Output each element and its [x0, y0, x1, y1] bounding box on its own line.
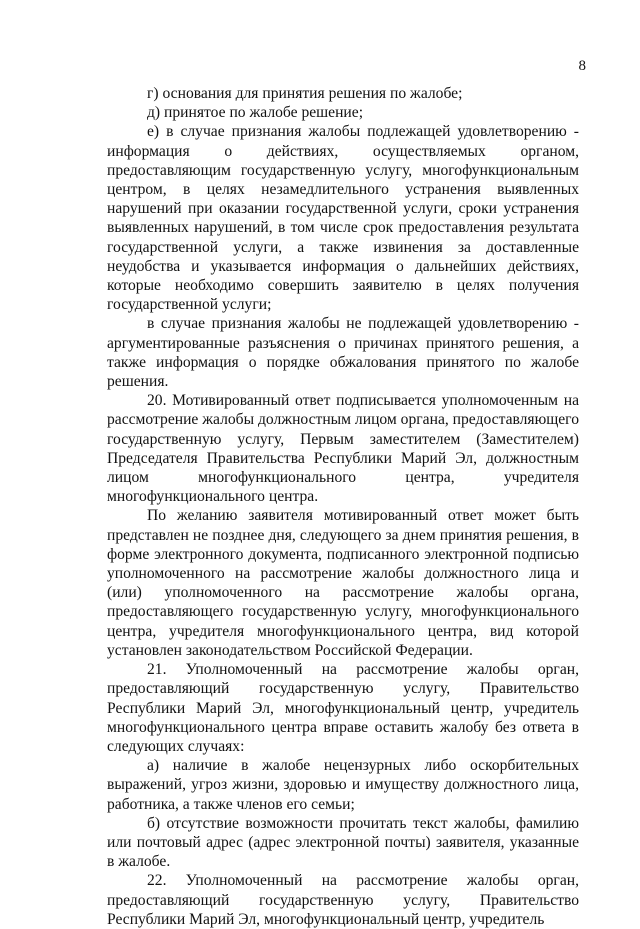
paragraph-item-e: е) в случае признания жалобы подлежащей удовлетворению - информация о действиях, осуществляемых органом, предоставляющим государственную услугу, многофункциональным центром, в целях незамедлительного устранения выявленных нарушений при оказании государственной услуги, сроки устранения выявленных нарушений, в том числе срок предоставления результата государственной услуги, а также извинения за доставленные неудобства и указывается информация о дальнейших действиях, которые необходимо совершить заявителю в целях получения государственной услуги; — [107, 123, 579, 314]
paragraph-rejection-case: в случае признания жалобы не подлежащей удовлетворению - аргументированные разъяснения о причинах принятого решения, а также информация о порядке обжалования принятого по жалобе решения. — [107, 315, 579, 391]
paragraph-electronic-response: По желанию заявителя мотивированный ответ может быть представлен не позднее дня, следующего за днем принятия решения, в форме электронного документа, подписанного электронной подписью уполномоченного на рассмотрение жалобы должностного лица и (или) уполномоченного на рассмотрение жалобы органа, предоставляющего государственную услугу, многофункционального центра, учредителя многофункционального центра, вид которой установлен законодательством Российской Федерации. — [107, 507, 579, 659]
paragraph-item-g: г) основания для принятия решения по жалобе; — [147, 85, 463, 102]
paragraph-item-d: д) принятое по жалобе решение; — [147, 104, 364, 122]
paragraph-item-a: а) наличие в жалобе нецензурных либо оскорбительных выражений, угроз жизни, здоровью и имуществу должностного лица, работника, а также членов его семьи; — [107, 757, 579, 813]
page-number: 8 — [578, 58, 586, 74]
paragraph-clause-22: 22. Уполномоченный на рассмотрение жалобы орган, предоставляющий государственную услугу, Правительство Республики Марий Эл, многофункциональный центр, учредитель — [107, 872, 579, 928]
document-body — [107, 84, 579, 929]
paragraph-clause-20: 20. Мотивированный ответ подписывается уполномоченным на рассмотрение жалобы должностным лицом органа, предоставляющего государственную услугу, Первым заместителем (Заместителем) Председателя Правительства Республики Марий Эл, должностным лицом многофункционального центра, учредителя многофункционального центра. — [107, 392, 579, 506]
paragraph-item-b: б) отсутствие возможности прочитать текст жалобы, фамилию или почтовый адрес (адрес электронной почты) заявителя, указанные в жалобе. — [107, 814, 579, 871]
paragraph-clause-21: 21. Уполномоченный на рассмотрение жалобы орган, предоставляющий государственную услугу, Правительство Республики Марий Эл, многофункциональный центр, учредитель многофункционального центра вправе оставить жалобу без ответа в следующих случаях: — [107, 661, 579, 755]
